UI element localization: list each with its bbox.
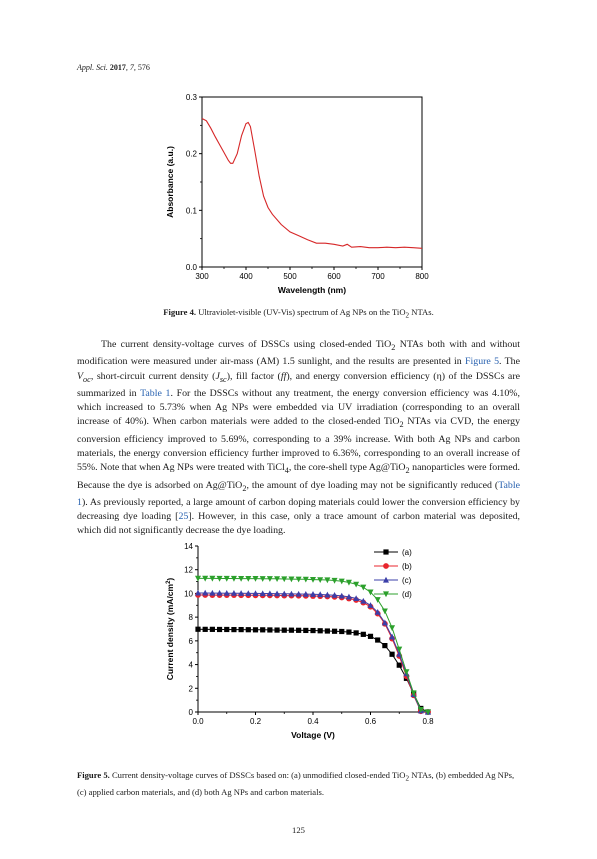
x-tick-label: 0.0 xyxy=(192,717,204,726)
figure5-chart xyxy=(160,538,440,760)
y-tick-label: 14 xyxy=(184,542,193,551)
text-run: ), and energy conversion efficiency (η) of the DSSCs are summarized in xyxy=(77,370,520,399)
figure5-caption-sub: 2 xyxy=(405,774,410,783)
data-point xyxy=(310,628,315,633)
text-run: . For the DSSCs without any treatment, the energy conversion efficiency was 4.10%, which increased to 5.73% when Ag NPs were embedded via UV irradiation (corresponding to an overall increase of 40%). When carbon materials were added to the closed-ended TiO xyxy=(77,387,520,428)
legend-label: (a) xyxy=(402,548,412,557)
text-run: , short-circuit current density ( xyxy=(90,370,216,382)
y-axis-label: Current density $(mA/cm^2)$ xyxy=(165,577,175,681)
data-point xyxy=(368,634,373,639)
legend-label: (b) xyxy=(402,562,412,571)
data-point xyxy=(389,625,395,631)
x-tick-label: 0.6 xyxy=(364,717,377,726)
data-point xyxy=(296,628,301,633)
data-point xyxy=(210,627,215,632)
figure5-caption-end: NTAs, (b) embedded Ag NPs, (c) applied carbon materials, and (d) both Ag NPs and carbon materials. xyxy=(77,770,515,797)
figure5-caption-text: Current density-voltage curves of DSSCs based on: (a) unmodified closed-ended TiO xyxy=(111,770,406,780)
x-tick-label: 600 xyxy=(327,272,341,281)
legend-label: (c) xyxy=(402,576,412,585)
y-tick-label: 0.1 xyxy=(185,206,197,216)
data-point xyxy=(382,608,388,614)
data-point xyxy=(267,627,272,632)
x-axis-label: Wavelength (nm) xyxy=(277,285,347,295)
data-point xyxy=(382,643,387,648)
journal-year: 2017 xyxy=(109,63,126,72)
figure4-label: Figure 4. xyxy=(163,307,197,317)
data-point xyxy=(397,663,402,668)
subscript: 2 xyxy=(399,420,404,430)
x-axis-label: Voltage (V) xyxy=(291,730,335,740)
figure5-link[interactable]: Figure 5 xyxy=(465,356,500,368)
y-tick-label: 0 xyxy=(188,708,193,717)
data-point xyxy=(217,627,222,632)
x-tick-label: 0.4 xyxy=(307,717,319,726)
y-tick-label: 6 xyxy=(188,636,193,646)
x-tick-label: 500 xyxy=(283,272,297,281)
figure4-chart xyxy=(160,88,440,300)
legend-marker xyxy=(383,563,389,569)
y-axis-label: Absorbance (a.u.) xyxy=(165,146,175,218)
data-point xyxy=(346,629,351,634)
legend-label: (d) xyxy=(402,590,412,599)
series-b xyxy=(195,592,431,715)
legend-entry xyxy=(374,562,412,571)
x-tick-label: 400 xyxy=(239,272,253,281)
subscript: 2 xyxy=(242,483,247,493)
page-number: 125 xyxy=(292,825,305,835)
data-point xyxy=(353,582,359,588)
subscript: 4 xyxy=(284,466,289,476)
data-point xyxy=(339,629,344,634)
text-run: , the amount of dye loading may not be significantly reduced ( xyxy=(246,479,499,491)
figure5-caption xyxy=(77,769,520,799)
table1-link[interactable]: Table 1 xyxy=(140,387,171,399)
uv-vis-spectrum-plot xyxy=(160,88,440,300)
y-tick-label: 0.2 xyxy=(185,149,197,159)
running-header: Appl. Sci. 2017, 7, 576 xyxy=(77,63,150,72)
y-tick-label: 12 xyxy=(184,565,193,575)
legend-entry xyxy=(374,576,412,585)
y-tick-label: 8 xyxy=(188,613,193,623)
subscript: 2 xyxy=(391,342,396,352)
spectrum-line xyxy=(202,119,422,249)
text-run: NTAs both with and without modification were measured under air-mass (AM) 1.5 sunlight, and the results are presented in xyxy=(77,339,520,368)
data-point xyxy=(260,627,265,632)
data-point xyxy=(195,627,200,632)
x-tick-label: 800 xyxy=(415,272,429,281)
text-run: ]. However, in this case, only a trace amount of carbon material was deposited, which did not significantly decrease the dye loading. xyxy=(77,511,520,537)
journal-page: 576 xyxy=(137,63,150,72)
reference-25-link[interactable]: 25 xyxy=(178,511,189,523)
data-point xyxy=(203,627,208,632)
legend-entry xyxy=(374,548,412,557)
x-tick-label: 0.8 xyxy=(422,717,434,726)
data-point xyxy=(361,632,366,637)
y-tick-label: 0.0 xyxy=(185,263,197,272)
text-run: NTAs via CVD, the energy conversion efficiency improved to 5.69%, corresponding to a 39% increase. With both Ag NPs and carbon materials, the energy conversion efficiency further improved to 6.36%, corresponding to an overall increase of 55%. Note that when Ag NPs were treated with TiCl xyxy=(77,416,521,474)
body-paragraph xyxy=(77,338,520,539)
legend-marker xyxy=(383,549,388,554)
data-point xyxy=(318,628,323,633)
figure4-caption xyxy=(77,306,520,323)
data-point xyxy=(253,627,258,632)
data-point xyxy=(274,627,279,632)
y-tick-label: 4 xyxy=(188,660,193,670)
text-run: ), fill factor ( xyxy=(226,370,281,382)
figure4-caption-sub: 2 xyxy=(405,311,410,320)
data-point xyxy=(360,585,366,591)
figure5-label: Figure 5. xyxy=(77,770,110,780)
jv-curve-plot xyxy=(160,538,440,760)
series-a xyxy=(195,627,430,715)
data-point xyxy=(239,627,244,632)
x-tick-label: 0.2 xyxy=(249,717,262,726)
text-run: . The xyxy=(499,356,520,368)
text-run: , the core-shell type Ag@TiO xyxy=(288,462,406,474)
figure4-caption-text: Ultraviolet-visible (UV-Vis) spectrum of Ag NPs on the TiO xyxy=(198,307,406,317)
data-point xyxy=(389,652,394,657)
text-run: nanoparticles were formed. Because the dye is adsorbed on Ag@TiO xyxy=(77,462,520,491)
ff-symbol: ff xyxy=(280,370,287,382)
y-tick-label: 2 xyxy=(188,684,193,694)
voc-subscript: oc xyxy=(83,374,91,384)
data-point xyxy=(325,628,330,633)
journal-name: Appl. Sci. xyxy=(77,63,108,72)
table1-link[interactable]: Table 1 xyxy=(77,479,520,508)
jsc-symbol: J xyxy=(215,370,220,382)
subscript: 2 xyxy=(405,466,410,476)
data-point xyxy=(354,630,359,635)
data-point xyxy=(246,627,251,632)
figure4-caption-end: NTAs. xyxy=(409,307,434,317)
jsc-subscript: sc xyxy=(219,374,227,384)
voc-symbol: V xyxy=(77,370,84,382)
data-point xyxy=(375,597,381,603)
text-run: The current density-voltage curves of DSSCs using closed-ended TiO xyxy=(101,339,392,350)
data-point xyxy=(282,628,287,633)
data-point xyxy=(375,637,380,642)
axes xyxy=(184,542,434,726)
y-tick-label: 0.3 xyxy=(185,93,197,102)
x-tick-label: 300 xyxy=(195,272,209,281)
data-point xyxy=(231,627,236,632)
series-c xyxy=(195,590,431,715)
y-tick-label: 10 xyxy=(184,589,193,599)
data-point xyxy=(332,629,337,634)
data-point xyxy=(303,628,308,633)
data-point xyxy=(224,627,229,632)
x-tick-label: 700 xyxy=(371,272,385,281)
data-point xyxy=(289,628,294,633)
journal-volume: 7 xyxy=(129,63,134,72)
text-run: ). As previously reported, a large amount of carbon doping materials could lower the conversion efficiency by decreasing dye loading [ xyxy=(77,496,520,523)
